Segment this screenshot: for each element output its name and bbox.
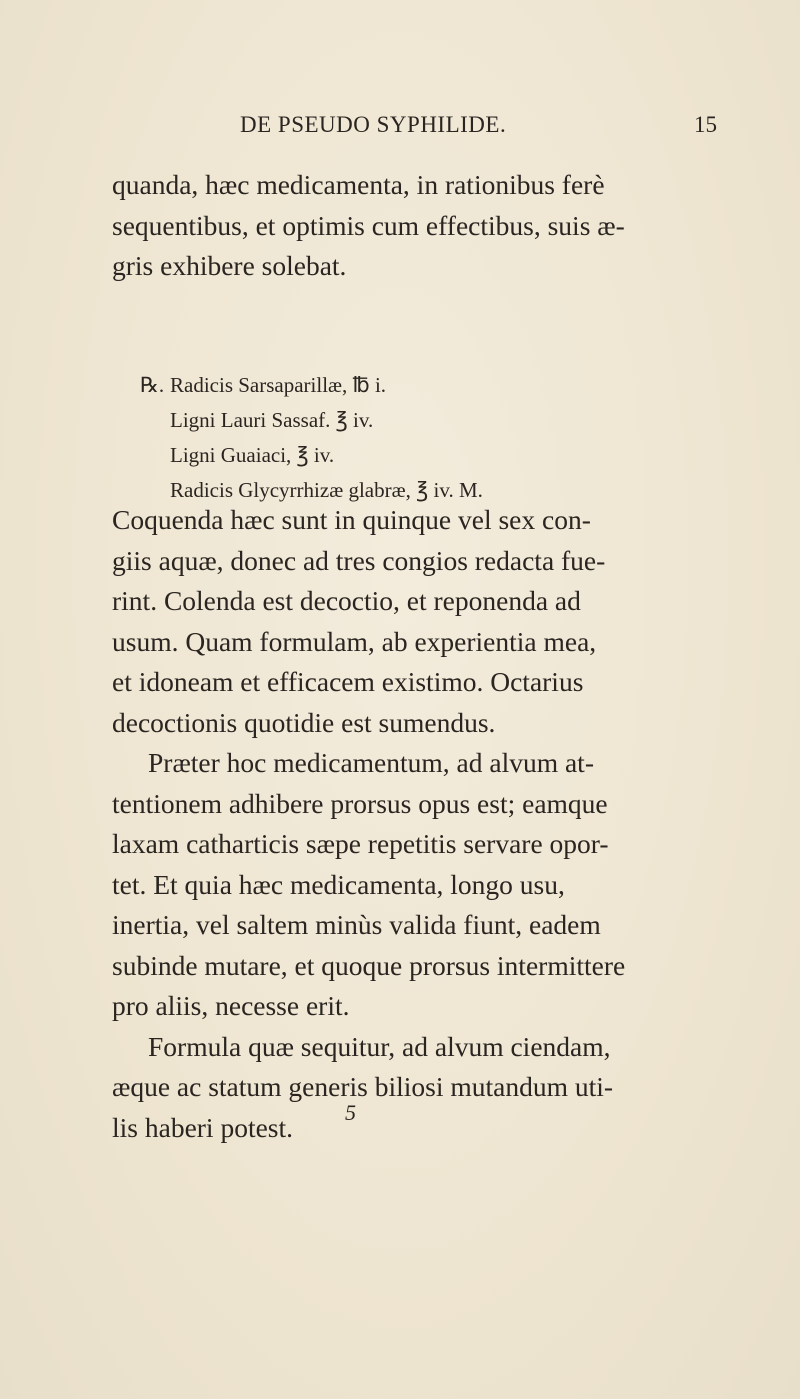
body-text — [112, 500, 712, 1148]
text-line: pro aliis, necesse erit. — [112, 990, 350, 1021]
text-line: Præter hoc medicamentum, ad alvum at- — [148, 747, 594, 778]
text-line: gris exhibere solebat. — [112, 250, 347, 281]
text-line: giis aquæ, donec ad tres congios redacta fue- — [112, 544, 606, 576]
text-line: rint. Colenda est decoctio, et reponenda ad — [112, 585, 581, 616]
page-number: 15 — [694, 112, 717, 137]
text-line: usum. Quam formulam, ab experientia mea, — [112, 625, 597, 657]
running-head — [0, 112, 800, 146]
text-line: et idoneam et efficacem existimo. Octarius — [112, 666, 584, 697]
text-line: tentionem adhibere prorsus opus est; eamque — [112, 787, 608, 819]
text-line: inertia, vel saltem minùs valida fiunt, eadem — [112, 909, 601, 940]
recipe-item — [140, 368, 483, 403]
recipe-item: Radicis Glycyrrhizæ glabræ, ℥ iv. M. — [170, 478, 483, 502]
recipe-item: Ligni Lauri Sassaf. ℥ iv. — [170, 408, 374, 432]
text-line: laxam catharticis sæpe repetitis servare opor- — [112, 828, 609, 859]
text-line: Formula quæ sequitur, ad alvum ciendam, — [148, 1030, 611, 1062]
recipe-item: Ligni Guaiaci, ℥ iv. — [170, 443, 335, 467]
text-line: sequentibus, et optimis cum effectibus, suis æ- — [112, 209, 625, 241]
text-line: quanda, hæc medicamenta, in rationibus ferè — [112, 169, 605, 200]
text-line: lis haberi potest. — [112, 1111, 294, 1143]
text-line: decoctionis quotidie est sumendus. — [112, 706, 496, 738]
running-title: DE PSEUDO SYPHILIDE. — [240, 112, 507, 137]
recipe-block — [140, 368, 483, 508]
intro-paragraph — [112, 165, 712, 287]
recipe-item-text: Radicis Sarsaparillæ, ℔ i. — [170, 373, 387, 397]
text-line: æque ac statum generis biliosi mutandum uti- — [112, 1071, 614, 1102]
text-line: Coquenda hæc sunt in quinque vel sex con- — [112, 504, 591, 535]
text-line: tet. Et quia hæc medicamenta, longo usu, — [112, 868, 565, 900]
rx-symbol: ℞. — [140, 373, 165, 397]
signature-mark: 5 — [345, 1100, 356, 1125]
text-line: subinde mutare, et quoque prorsus intermittere — [112, 949, 626, 981]
